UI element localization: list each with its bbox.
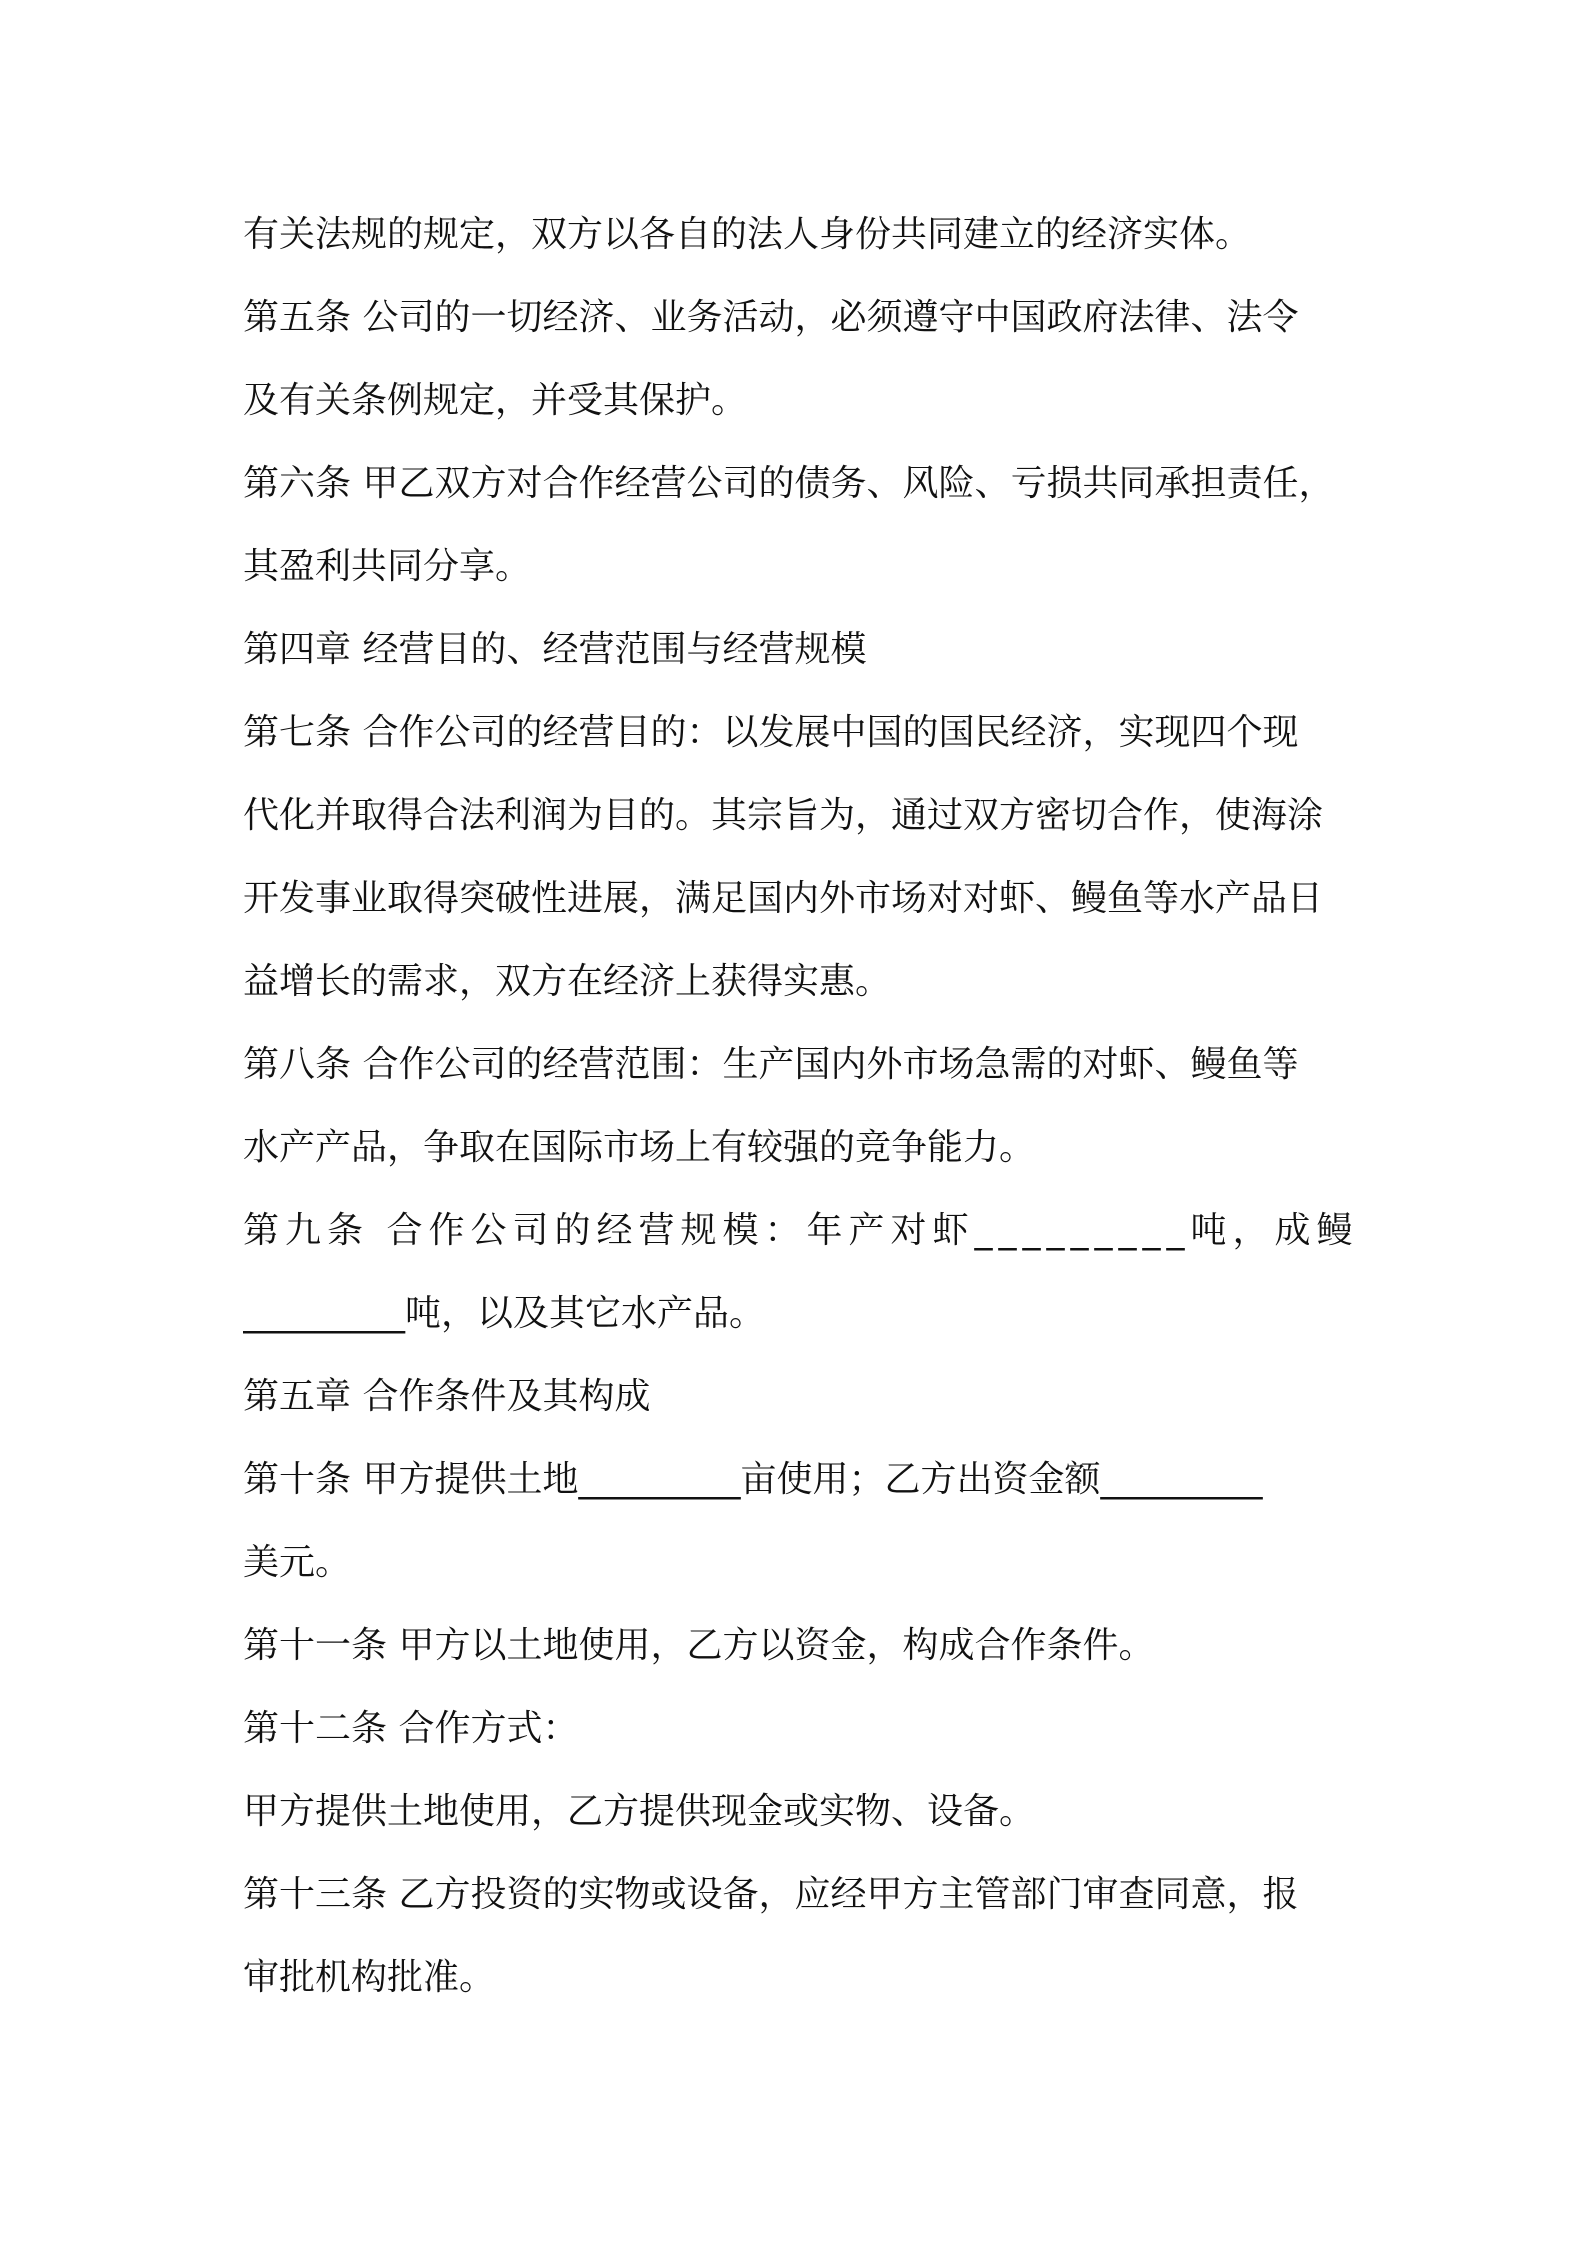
text-line: 及有关条例规定，并受其保护。 (243, 380, 748, 421)
text-line: 第八条 合作公司的经营范围：生产国内外市场急需的对虾、鳗鱼等 (243, 1044, 1299, 1085)
text-line: 其盈利共同分享。 (243, 546, 532, 587)
text-line: 第十条 甲方提供土地_________亩使用；乙方出资金额_________ (243, 1459, 1263, 1500)
text-line: 第九条 合作公司的经营规模：年产对虾_________吨，成鳗 (243, 1210, 1359, 1251)
text-line: 开发事业取得突破性进展，满足国内外市场对对虾、鳗鱼等水产品日 (243, 878, 1324, 919)
text-line: 第十三条 乙方投资的实物或设备，应经甲方主管部门审查同意，报 (243, 1874, 1299, 1915)
chapter-heading: 第五章 合作条件及其构成 (243, 1376, 651, 1417)
text-line: _________吨，以及其它水产品。 (243, 1293, 766, 1334)
text-line: 审批机构批准。 (243, 1957, 496, 1998)
text-line: 美元。 (243, 1542, 352, 1583)
chapter-heading: 第四章 经营目的、经营范围与经营规模 (243, 629, 867, 670)
text-line: 第十二条 合作方式： (243, 1708, 579, 1749)
text-line: 有关法规的规定，双方以各自的法人身份共同建立的经济实体。 (243, 214, 1252, 255)
text-line: 第七条 合作公司的经营目的：以发展中国的国民经济，实现四个现 (243, 712, 1299, 753)
text-line: 第五条 公司的一切经济、业务活动，必须遵守中国政府法律、法令 (243, 297, 1299, 338)
text-line: 代化并取得合法利润为目的。其宗旨为，通过双方密切合作，使海涂 (243, 795, 1324, 836)
text-line: 甲方提供土地使用，乙方提供现金或实物、设备。 (243, 1791, 1036, 1832)
text-line: 第六条 甲乙双方对合作经营公司的债务、风险、亏损共同承担责任， (243, 463, 1335, 504)
document-page (243, 193, 1363, 2019)
text-line: 第十一条 甲方以土地使用，乙方以资金，构成合作条件。 (243, 1625, 1155, 1666)
text-line: 益增长的需求，双方在经济上获得实惠。 (243, 961, 892, 1002)
text-line: 水产产品，争取在国际市场上有较强的竞争能力。 (243, 1127, 1036, 1168)
